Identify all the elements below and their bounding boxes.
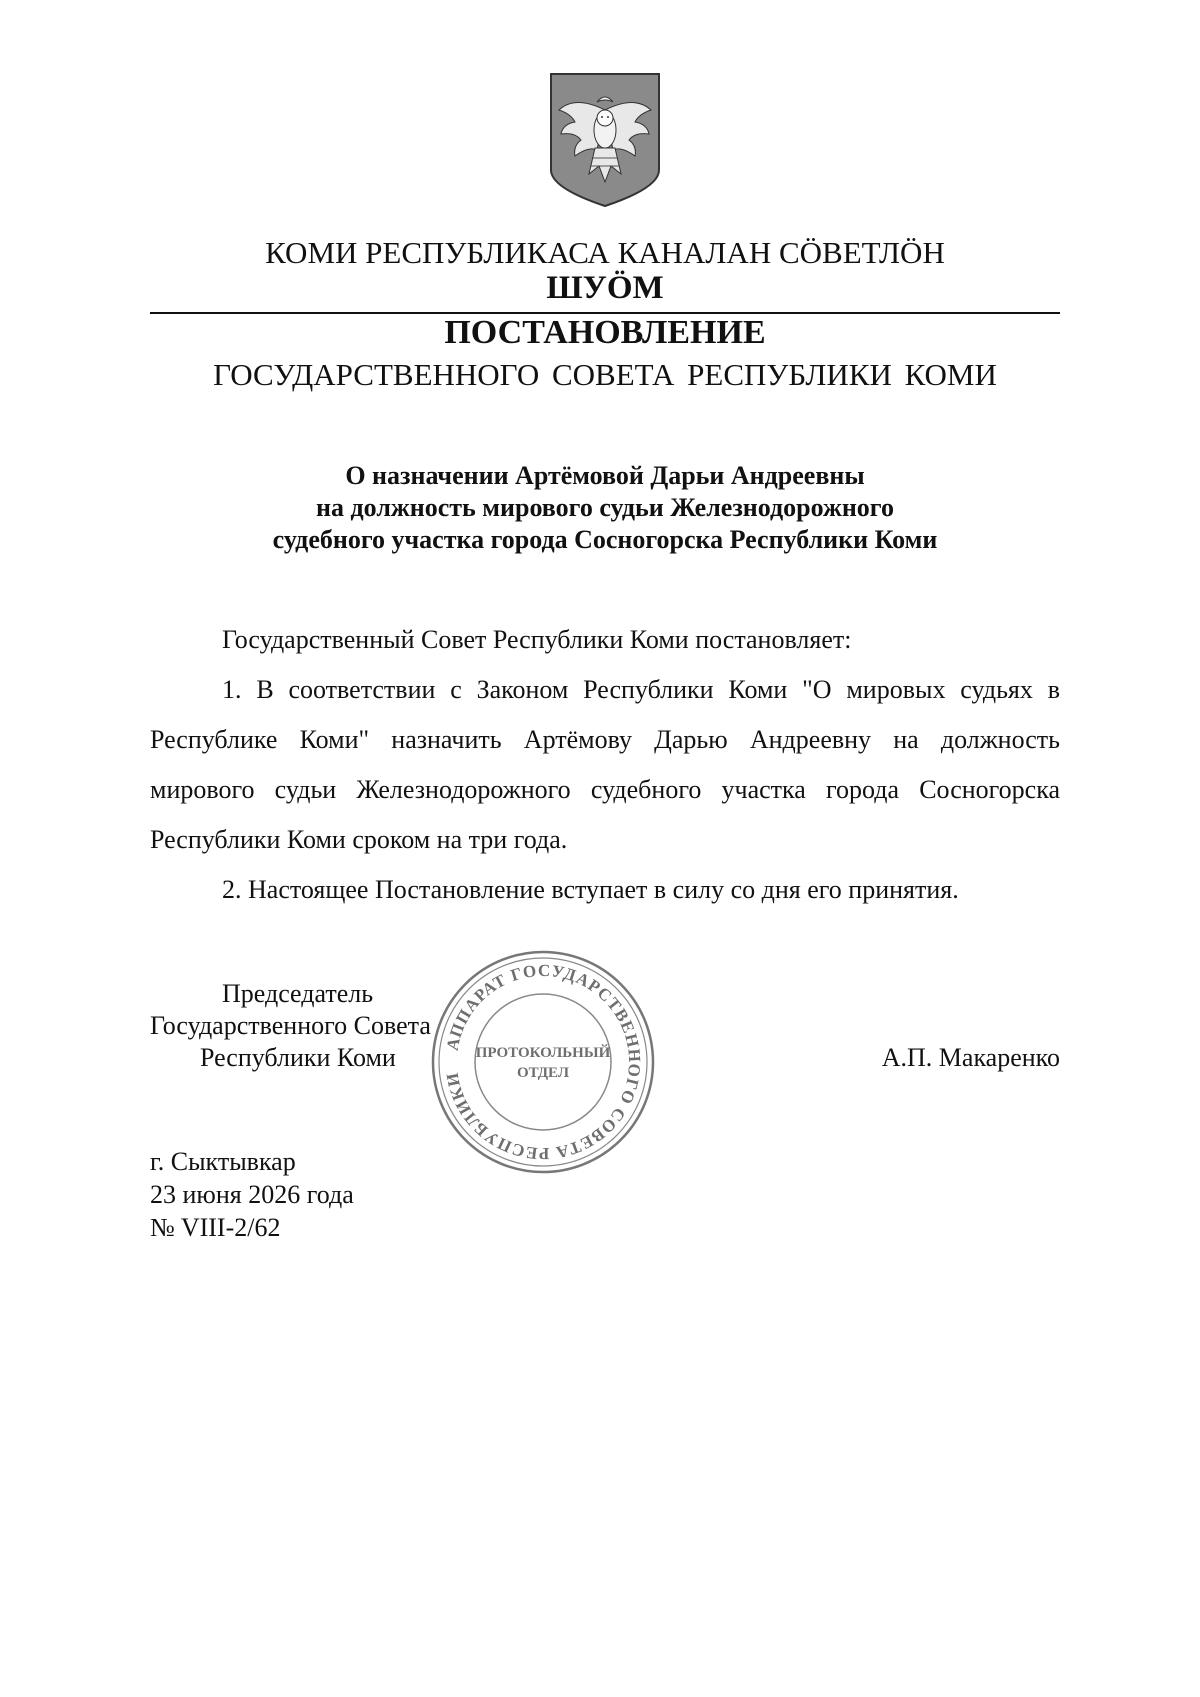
issue-city: г. Сыктывкар <box>150 1147 296 1176</box>
komi-coat-of-arms-icon <box>545 70 665 210</box>
title-line: судебного участка города Сосногорска Республики Коми <box>272 525 938 554</box>
document-type: ПОСТАНОВЛЕНИЕ <box>444 314 766 351</box>
seal-outer-text: АППАРАТ ГОСУДАРСТВЕННОГО СОВЕТА РЕСПУБЛИКИ <box>442 960 645 1164</box>
title-line: на должность мирового судьи Железнодорожного <box>316 493 894 522</box>
document-body <box>150 615 1060 915</box>
document-title <box>150 460 1060 556</box>
signer-position-line: Государственного Совета <box>150 1011 431 1040</box>
seal-center-line-2: ОТДЕЛ <box>516 1065 570 1081</box>
issue-date: 23 июня 2026 года <box>150 1180 354 1209</box>
document-number: № VIII-2/62 <box>150 1213 281 1242</box>
official-seal-stamp <box>428 947 658 1177</box>
komi-header-line: КОМИ РЕСПУБЛИКАСА КАНАЛАН СÖВЕТЛÖН <box>265 235 945 270</box>
item-1-paragraph: 1. В соответствии с Законом Республики Коми "О мировых судьях в Республике Коми" назначить Артёмову Дарью Андреевну на должность мирового судьи Железнодорожного судебного участка города Сосногорска Республики Коми сроком на три года. <box>150 675 1060 854</box>
signer-name: А.П. Макаренко <box>881 1043 1060 1072</box>
intro-paragraph: Государственный Совет Республики Коми постановляет: <box>222 625 852 654</box>
signer-position <box>150 978 431 1074</box>
title-line: О назначении Артёмовой Дарьи Андреевны <box>345 461 865 490</box>
komi-document-type: ШУÖМ <box>546 270 664 306</box>
issuer-line: ГОСУДАРСТВЕННОГО СОВЕТА РЕСПУБЛИКИ КОМИ <box>213 357 997 392</box>
signer-position-line: Республики Коми <box>200 1043 396 1072</box>
item-2-paragraph: 2. Настоящее Постановление вступает в силу со дня его принятия. <box>222 875 959 904</box>
signer-position-line: Председатель <box>222 979 374 1008</box>
document-footer <box>150 1145 354 1244</box>
seal-center-line-1: ПРОТОКОЛЬНЫЙ <box>475 1045 611 1061</box>
